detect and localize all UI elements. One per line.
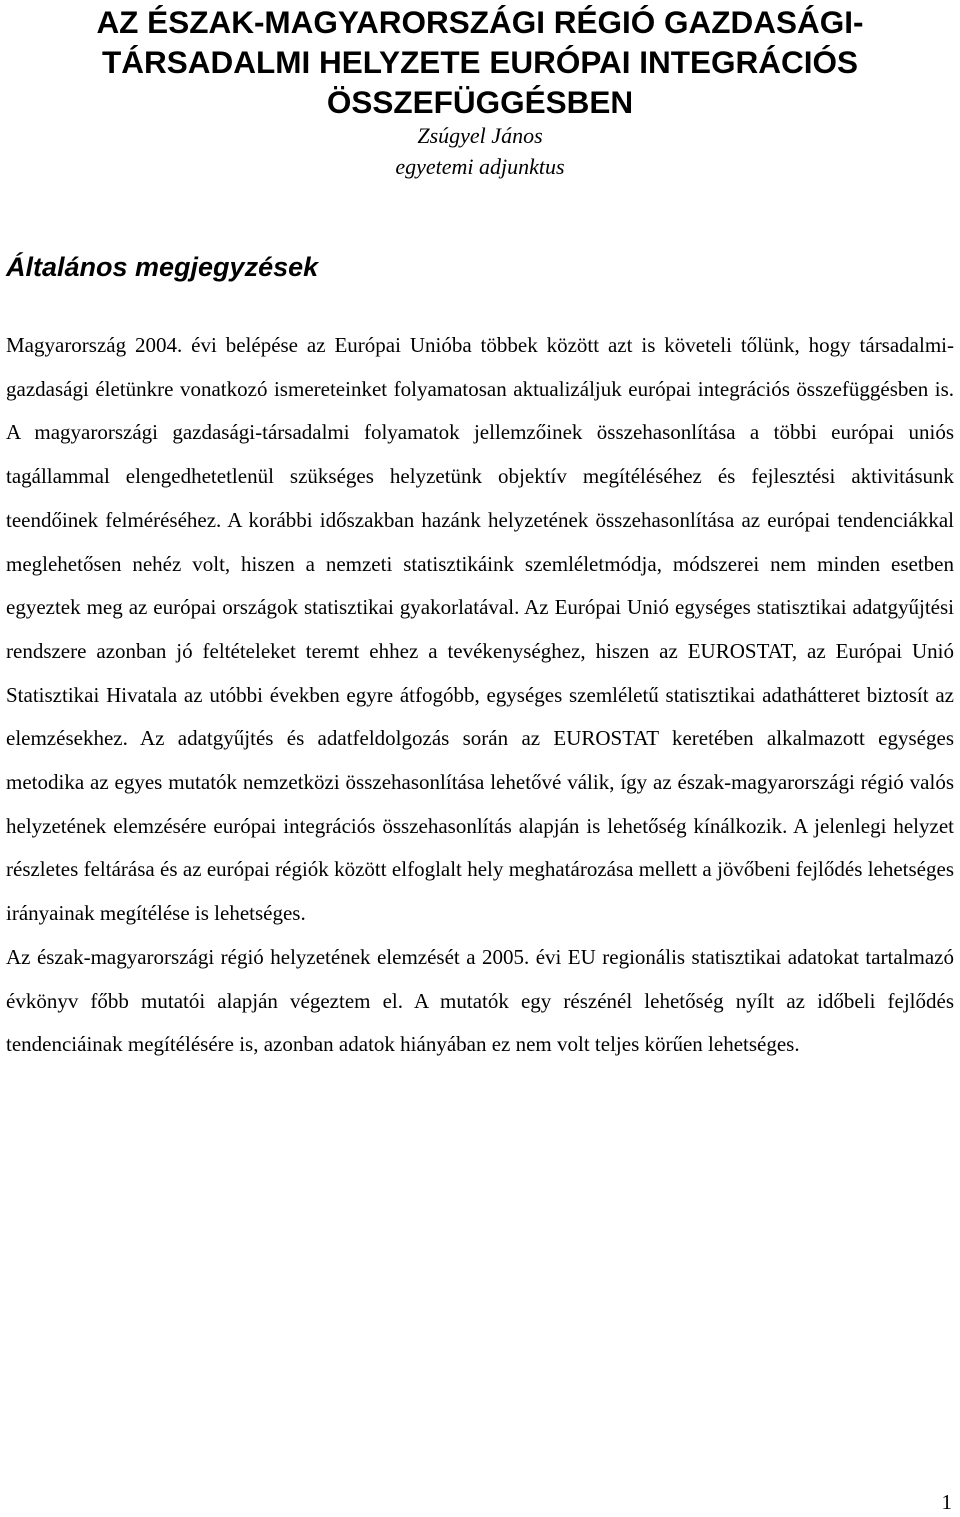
paragraph: Magyarország 2004. évi belépése az Európai Unióba többek között azt is követeli tőlünk, hogy társadalmi-gazdasági életünkre vonatkozó ismereteinket folyamatosan aktualizáljuk európai integrációs összefüggésben is. A magyarországi gazdasági-társadalmi folyamatok jellemzőinek összehasonlítása a többi európai uniós tagállammal elengedhetetlenül szükséges helyzetünk objektív megítéléséhez és fejlesztési aktivitásunk teendőinek felméréséhez. A korábbi időszakban hazánk helyzetének összehasonlítása az európai tendenciákkal meglehetősen nehéz volt, hiszen a nemzeti statisztikáink szemléletmódja, módszerei nem minden esetben egyeztek meg az európai országok statisztikai gyakorlatával. Az Európai Unió egységes statisztikai adatgyűjtési rendszere azonban jó feltételeket teremt ehhez a tevékenységhez, hiszen az EUROSTAT, az Európai Unió Statisztikai Hivatala az utóbbi években egyre átfogóbb, egységes szemléletű statisztikai adathátteret biztosít az elemzésekhez. Az adatgyűjtés és adatfeldolgozás során az EUROSTAT keretében alkalmazott egységes metodika az egyes mutatók nemzetközi összehasonlítása lehetővé válik, így az észak-magyarországi régió valós helyzetének elemzésére európai integrációs összehasonlítás alapján is lehetőség kínálkozik. A jelenlegi helyzet részletes feltárása és az európai régiók között elfoglalt hely meghatározása mellett a jövőbeni fejlődés lehetséges irányainak megítélése is lehetséges. <box>6 333 954 926</box>
document-title-line: ÖSSZEFÜGGÉSBEN <box>326 84 634 120</box>
document-title-line: AZ ÉSZAK-MAGYARORSZÁGI RÉGIÓ GAZDASÁGI- <box>96 4 864 40</box>
document-title-line: TÁRSADALMI HELYZETE EURÓPAI INTEGRÁCIÓS <box>101 44 859 80</box>
page-number: 1 <box>941 1490 952 1514</box>
section-heading: Általános megjegyzések <box>6 252 319 282</box>
author-name: Zsúgyel János <box>417 123 543 148</box>
paragraph: Az észak-magyarországi régió helyzetének elemzését a 2005. évi EU regionális statisztikai adatokat tartalmazó évkönyv főbb mutatói alapján végeztem el. A mutatók egy részénél lehetőség nyílt az időbeli fejlődés tendenciáinak megítélésére is, azonban adatok hiányában ez nem volt teljes körűen lehetséges. <box>6 944 954 1057</box>
body-text <box>6 324 954 1067</box>
author-role: egyetemi adjunktus <box>395 154 565 179</box>
document-title <box>0 2 960 122</box>
